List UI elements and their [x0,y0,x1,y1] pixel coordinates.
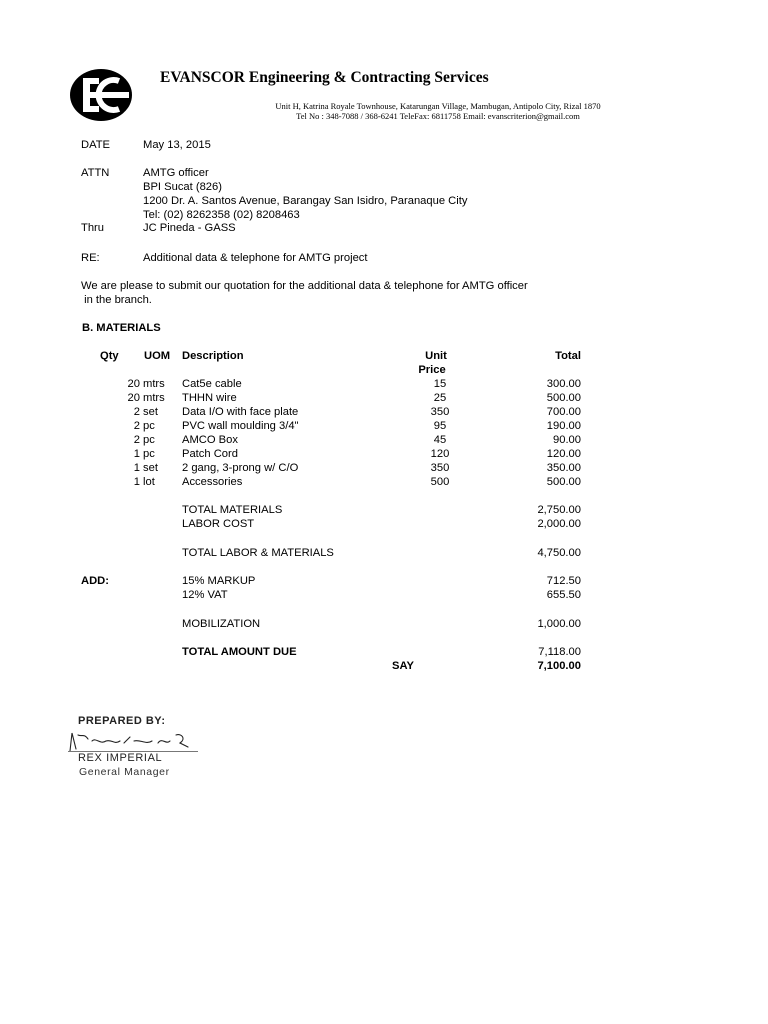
row-uom: pc [143,434,155,446]
row-uom: lot [143,476,155,488]
row-qty: 2 [133,406,140,418]
mobilization-label: MOBILIZATION [182,618,261,630]
add-label: ADD: [81,575,109,587]
prepared-by-label: PREPARED BY: [78,715,166,727]
row-total: 190.00 [546,420,581,432]
row-unit-price: 350 [430,462,450,474]
col-header-description: Description [182,350,244,362]
row-unit-price: 15 [433,378,447,390]
row-description: 2 gang, 3-prong w/ C/O [182,462,299,474]
row-qty: 1 [133,462,140,474]
say-value: 7,100.00 [537,660,581,672]
row-total: 500.00 [546,392,581,404]
date-label: DATE [81,139,111,151]
row-uom: pc [143,448,155,460]
row-qty: 1 [133,448,140,460]
row-unit-price: 120 [430,448,450,460]
re-value: Additional data & telephone for AMTG project [143,252,368,264]
company-name: EVANSCOR Engineering & Contracting Services [160,69,489,86]
row-uom: set [143,406,158,418]
signatory-role: General Manager [79,766,170,778]
row-uom: mtrs [143,392,165,404]
col-header-uom: UOM [144,350,171,362]
row-description: THHN wire [182,392,237,404]
markup-label: 15% MARKUP [182,575,256,587]
col-header-unit-price: Price [418,364,446,376]
attn-line: AMTG officer [143,167,209,179]
row-total: 350.00 [546,462,581,474]
row-description: Data I/O with face plate [182,406,299,418]
row-total: 500.00 [546,476,581,488]
total-due-label: TOTAL AMOUNT DUE [182,646,297,658]
attn-line: BPI Sucat (826) [143,181,222,193]
company-address: Unit H, Katrina Royale Townhouse, Katarungan Village, Mambugan, Antipolo City, Rizal 1870 [275,101,601,111]
re-label: RE: [81,252,100,264]
attn-line: Tel: (02) 8262358 (02) 8208463 [143,209,300,221]
total-materials-value: 2,750.00 [537,504,581,516]
row-qty: 1 [133,476,140,488]
attn-line: 1200 Dr. A. Santos Avenue, Barangay San Isidro, Paranaque City [143,195,468,207]
thru-label: Thru [81,222,105,234]
col-header-total: Total [555,350,581,362]
row-uom: pc [143,420,155,432]
row-unit-price: 500 [430,476,450,488]
col-header-unit-price: Unit [425,350,447,362]
row-description: Accessories [182,476,243,488]
row-total: 120.00 [546,448,581,460]
intro-line: in the branch. [81,294,152,306]
row-description: AMCO Box [182,434,238,446]
signatory-name: REX IMPERIAL [78,752,163,764]
row-description: PVC wall moulding 3/4" [182,420,299,432]
total-labor-materials-label: TOTAL LABOR & MATERIALS [182,547,334,559]
mobilization-value: 1,000.00 [537,618,581,630]
intro-line: We are please to submit our quotation for the additional data & telephone for AMTG officer [81,280,528,292]
total-labor-materials-value: 4,750.00 [537,547,581,559]
row-qty: 20 [127,392,140,404]
row-uom: mtrs [143,378,165,390]
col-header-qty: Qty [100,350,119,362]
total-due-value: 7,118.00 [538,646,581,658]
vat-value: 655.50 [546,589,581,601]
row-unit-price: 25 [433,392,447,404]
row-unit-price: 95 [433,420,447,432]
row-uom: set [143,462,158,474]
row-qty: 2 [133,420,140,432]
say-label: SAY [392,660,414,672]
section-title: B. MATERIALS [82,322,161,334]
row-unit-price: 350 [430,406,450,418]
row-qty: 2 [133,434,140,446]
vat-label: 12% VAT [182,589,228,601]
markup-value: 712.50 [546,575,581,587]
labor-cost-label: LABOR COST [182,518,255,530]
row-total: 90.00 [553,434,581,446]
row-total: 700.00 [546,406,581,418]
company-contact: Tel No : 348-7088 / 368-6241 TeleFax: 6811758 Email: evanscriterion@gmail.com [296,111,580,121]
total-materials-label: TOTAL MATERIALS [182,504,283,516]
row-description: Cat5e cable [182,378,242,390]
row-description: Patch Cord [182,448,238,460]
row-qty: 20 [127,378,140,390]
row-unit-price: 45 [433,434,447,446]
attn-label: ATTN [81,167,110,179]
thru-value: JC Pineda - GASS [143,222,236,234]
labor-cost-value: 2,000.00 [537,518,581,530]
row-total: 300.00 [546,378,581,390]
date-value: May 13, 2015 [143,139,211,151]
